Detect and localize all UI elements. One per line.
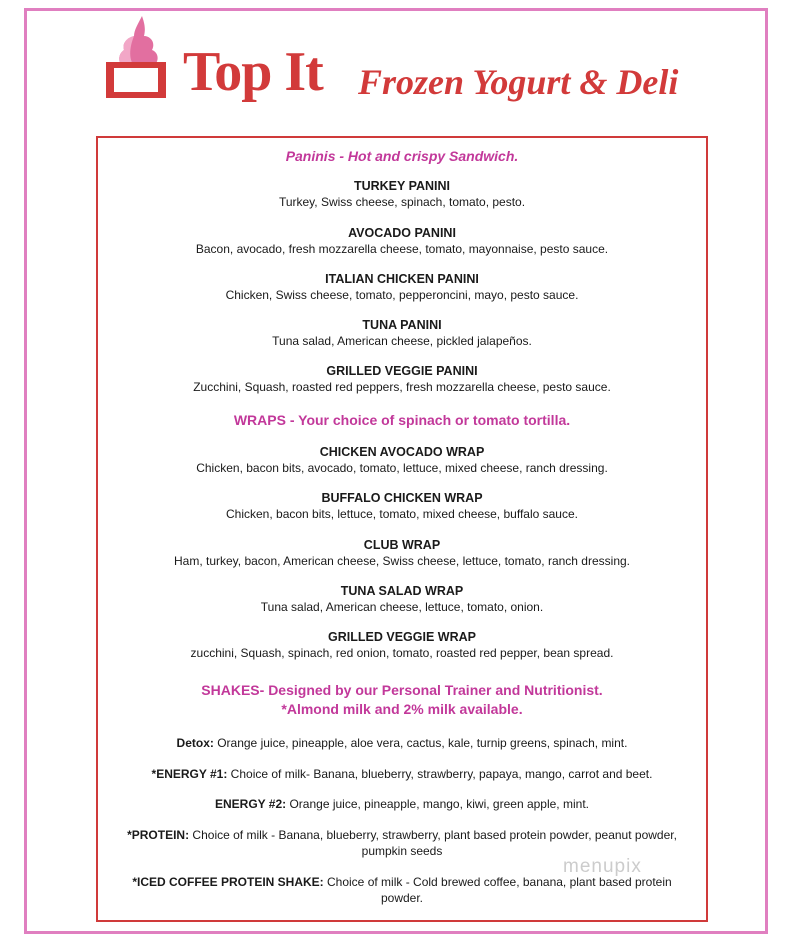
shake-name: *ENERGY #1: (151, 767, 228, 781)
shake-description: Orange juice, pineapple, mango, kiwi, green apple, mint. (286, 797, 589, 811)
shake-item (96, 766, 708, 782)
item-name: AVOCADO PANINI (348, 226, 456, 240)
shake-description: Choice of milk- Banana, blueberry, strawberry, papaya, mango, carrot and beet. (227, 767, 653, 781)
shake-description: Orange juice, pineapple, aloe vera, cactus, kale, turnip greens, spinach, mint. (213, 736, 628, 750)
shake-item (96, 796, 708, 812)
item-description: Tuna salad, American cheese, pickled jalapeños. (272, 334, 532, 348)
shake-description-cont: powder. (380, 891, 424, 905)
shake-name: *PROTEIN: (127, 828, 190, 842)
item-description: Zucchini, Squash, roasted red peppers, fresh mozzarella cheese, pesto sauce. (193, 380, 611, 394)
item-name: CHICKEN AVOCADO WRAP (319, 445, 485, 459)
item-name: CLUB WRAP (363, 538, 441, 552)
shake-item (96, 874, 708, 906)
frozen-yogurt-cup-logo (104, 14, 168, 100)
item-description: Turkey, Swiss cheese, spinach, tomato, pesto. (278, 195, 526, 209)
item-description: Bacon, avocado, fresh mozzarella cheese, tomato, mayonnaise, pesto sauce. (195, 242, 609, 256)
shake-name: *ICED COFFEE PROTEIN SHAKE: (132, 875, 324, 889)
item-name: ITALIAN CHICKEN PANINI (325, 272, 479, 286)
item-description: Chicken, bacon bits, lettuce, tomato, mixed cheese, buffalo sauce. (226, 507, 578, 521)
item-description: Chicken, bacon bits, avocado, tomato, lettuce, mixed cheese, ranch dressing. (196, 461, 608, 475)
brand-tagline: Frozen Yogurt & Deli (358, 62, 679, 102)
shake-description: Choice of milk - Banana, blueberry, strawberry, plant based protein powder, peanut powder, (189, 828, 677, 842)
wraps-heading: WRAPS - Your choice of spinach or tomato tortilla. (233, 412, 571, 428)
item-name: BUFFALO CHICKEN WRAP (321, 491, 483, 505)
shakes-heading: SHAKES- Designed by our Personal Trainer and Nutritionist. (201, 682, 603, 698)
watermark: menupix (563, 856, 642, 877)
item-name: TUNA PANINI (362, 318, 442, 332)
item-description: Ham, turkey, bacon, American cheese, Swiss cheese, lettuce, tomato, ranch dressing. (174, 554, 630, 568)
shakes-subheading: *Almond milk and 2% milk available. (281, 701, 523, 717)
item-description: Chicken, Swiss cheese, tomato, pepperoncini, mayo, pesto sauce. (225, 288, 579, 302)
shake-description-cont: pumpkin seeds (361, 844, 443, 858)
shake-description: Choice of milk - Cold brewed coffee, banana, plant based protein (323, 875, 672, 889)
shake-name: Detox: (176, 736, 214, 750)
item-name: GRILLED VEGGIE WRAP (328, 630, 476, 644)
item-description: Tuna salad, American cheese, lettuce, tomato, onion. (260, 600, 544, 614)
shake-name: ENERGY #2: (215, 797, 287, 811)
item-name: GRILLED VEGGIE PANINI (326, 364, 478, 378)
item-name: TURKEY PANINI (353, 179, 451, 193)
brand-name: Top It (183, 41, 323, 103)
item-name: TUNA SALAD WRAP (340, 584, 464, 598)
shake-item (96, 827, 708, 859)
shake-item (96, 735, 708, 751)
paninis-heading: Paninis - Hot and crispy Sandwich. (285, 148, 519, 164)
item-description: zucchini, Squash, spinach, red onion, tomato, roasted red pepper, bean spread. (190, 646, 614, 660)
